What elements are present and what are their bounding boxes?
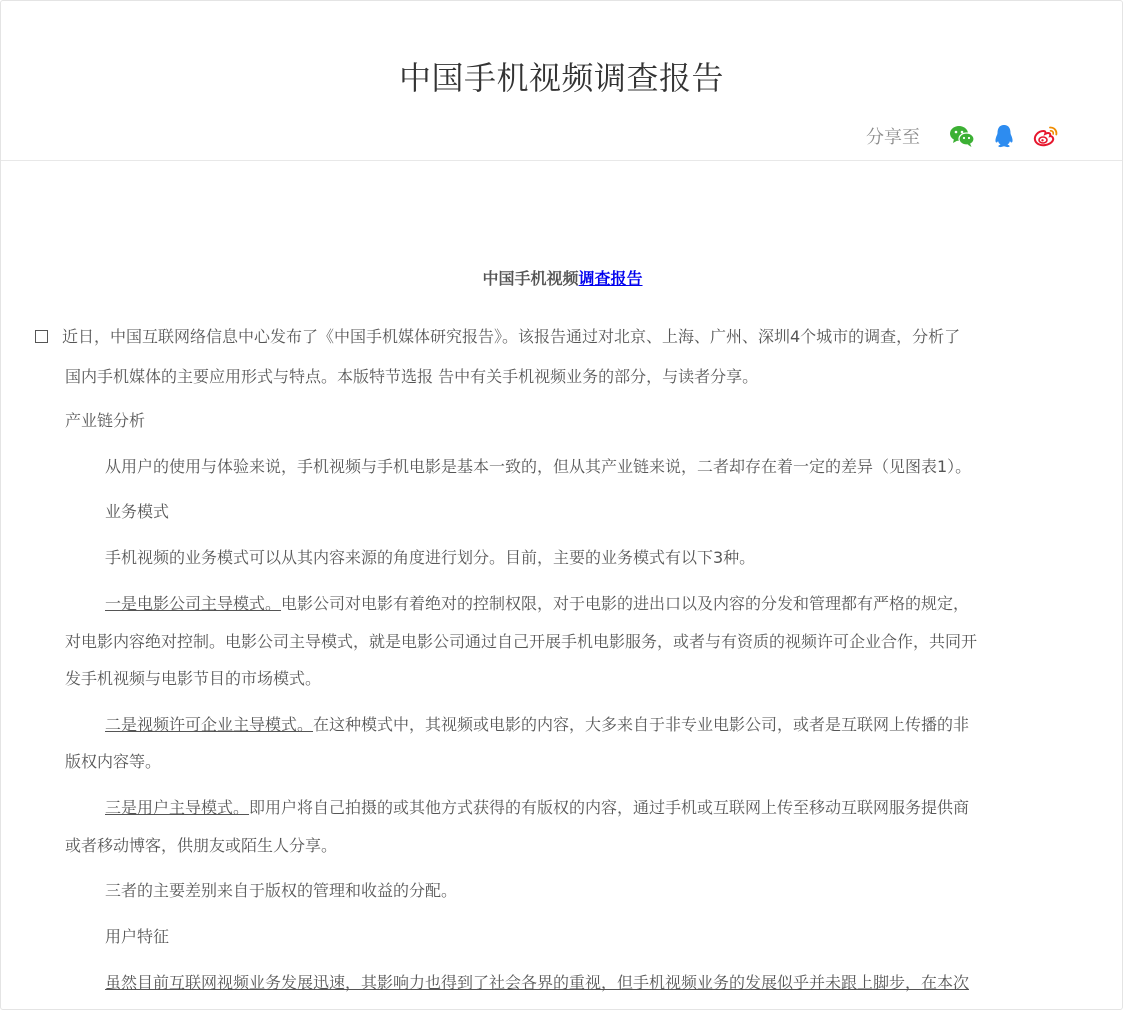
intro-line-1 — [35, 316, 960, 357]
paragraph-text: 虽然目前互联网视频业务发展迅速，其影响力也得到了社会各界的重视，但手机视频业务的发展似乎并未跟上脚步，在本次 — [105, 973, 970, 992]
paragraph: 从用户的使用与体验来说，手机视频与手机电影是基本一致的，但从其产业链来说，二者却存在着一定的差异（见图表1）。 — [105, 457, 972, 476]
mode-3-line-2: 或者移动博客，供朋友或陌生人分享。 — [65, 836, 338, 855]
mode-1-line-3: 发手机视频与电影节目的市场模式。 — [65, 669, 322, 688]
weibo-icon[interactable] — [1032, 122, 1060, 150]
intro-text-1: 近日，中国互联网络信息中心发布了《中国手机媒体研究报告》。该报告通过对北京、上海、广州、深圳4个城市的调查，分析了 — [62, 327, 961, 346]
qq-icon[interactable] — [990, 122, 1018, 150]
paragraph: 三者的主要差别来自于版权的管理和收益的分配。 — [105, 881, 458, 900]
paragraph — [105, 962, 969, 1003]
article-title-text: 中国手机视频 — [482, 269, 579, 288]
mode-3-text: 即用户将自己拍摄的或其他方式获得的有版权的内容，通过手机或互联网上传至移动互联网服务提供商 — [249, 798, 970, 817]
mode-2-text: 在这种模式中，其视频或电影的内容，大多来自于非专业电影公司，或者是互联网上传播的非 — [313, 715, 970, 734]
paragraph: 手机视频的业务模式可以从其内容来源的角度进行划分。目前，主要的业务模式有以下3种。 — [105, 548, 756, 567]
wechat-icon[interactable] — [948, 122, 976, 150]
mode-3-title: 三是用户主导模式。 — [105, 798, 250, 817]
mode-2-title: 二是视频许可企业主导模式。 — [105, 715, 314, 734]
article-title — [1, 266, 1124, 289]
section-heading: 用户特征 — [105, 927, 170, 946]
mode-2-line-1 — [105, 704, 969, 745]
share-bar — [866, 122, 1060, 150]
mode-1-title: 一是电影公司主导模式。 — [105, 594, 282, 613]
section-heading: 业务模式 — [105, 502, 170, 521]
mode-1-line-1 — [105, 583, 969, 624]
checkbox-icon — [35, 330, 48, 343]
page-title: 中国手机视频调查报告 — [398, 59, 724, 97]
intro-line-2: 国内手机媒体的主要应用形式与特点。本版特节选报 告中有关手机视频业务的部分，与读者分享。 — [65, 367, 759, 386]
mode-1-line-2: 对电影内容绝对控制。电影公司主导模式，就是电影公司通过自己开展手机电影服务，或者与有资质的视频许可企业合作，共同开 — [65, 632, 978, 651]
mode-2-line-2: 版权内容等。 — [65, 752, 162, 771]
mode-3-line-1 — [105, 787, 969, 828]
share-label: 分享至 — [866, 127, 920, 148]
article-header — [1, 1, 1122, 161]
section-heading: 产业链分析 — [65, 411, 146, 430]
article-title-link[interactable]: 调查报告 — [578, 269, 643, 288]
mode-1-text: 电影公司对电影有着绝对的控制权限，对于电影的进出口以及内容的分发和管理都有严格的规定， — [281, 594, 970, 613]
